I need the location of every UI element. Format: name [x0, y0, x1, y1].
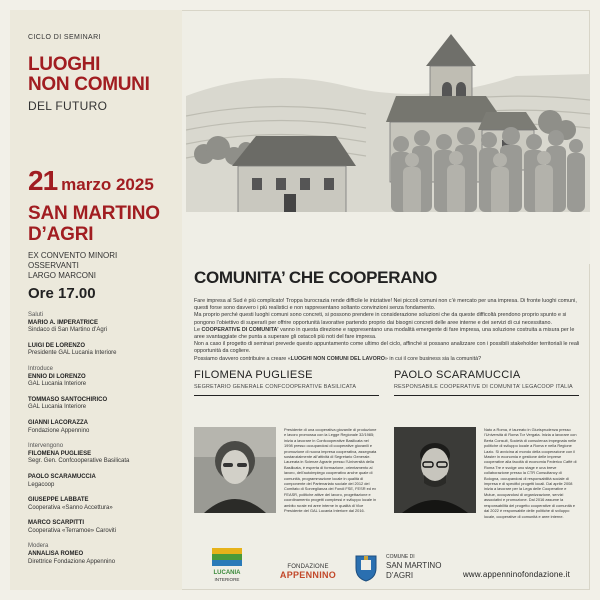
program-item	[28, 366, 168, 389]
comune-logo-line-2: SAN MARTINO	[386, 561, 442, 570]
program-role: Legacoop	[28, 481, 55, 488]
speaker-role: RESPONSABILE COOPERATIVE DI COMUNITA’ LEGACOOP ITALIA	[394, 384, 573, 390]
village-crowd-illustration	[186, 26, 590, 264]
speaker-name: FILOMENA PUGLIESE	[194, 369, 313, 381]
program-item	[28, 474, 168, 489]
speaker-card	[194, 369, 379, 514]
intro-paragraph-4: Non a caso il progetto di seminari prevede questo appuntamento come ultimo del ciclo, affinché si possano analizzare con i possibili stakeholder territoriali le reali opportunità da cogliere.	[194, 341, 580, 355]
intro-paragraph-2: Ma proprio perché questi luoghi comuni sono concreti, si possono prendere in considerazione soluzioni che da queste difficoltà prendono proprio spunto e si pongono l’obiettivo di superarli per offrire opportunità lavorative partendo proprio dai bisogni concreti delle aree interne e dei servizi di cui necessitano.	[194, 312, 567, 326]
divider	[394, 395, 579, 396]
intro-paragraph-5: Possiamo davvero contribuire a creare «LUOGHI NON COMUNI DEL LAVORO» in cui il core business sia la comunità?	[194, 355, 482, 362]
program-item	[28, 397, 168, 412]
title-line-2: NON COMUNI	[28, 74, 150, 95]
section-heading: COMUNITA’ CHE COOPERANO	[194, 268, 438, 287]
intro-text	[194, 298, 582, 363]
municipal-crest-icon	[352, 552, 380, 582]
program-role: GAL Lucania Interiore	[28, 404, 87, 411]
program-role: Cooperativa «Terramoe» Caroviti	[28, 527, 117, 534]
event-venue	[28, 251, 168, 281]
program-item	[28, 497, 168, 512]
place-line-2: D’AGRI	[28, 224, 94, 245]
event-day: 21	[28, 165, 58, 196]
program-section: Modera	[28, 543, 49, 550]
appennino-logo-line-2: APPENNINO	[279, 570, 337, 580]
program-item	[28, 343, 168, 358]
program-name: LUIGI DE LORENZO	[28, 342, 85, 349]
program-item	[28, 520, 168, 535]
svg-text:LUCANIA: LUCANIA	[213, 570, 241, 576]
speaker-bio: Nato a Roma, è laureato in Giurisprudenza presso l’Università di Roma Tor Vergata. Inizia a lavorare con Berta Consult, Società di consulenza impegnata nelle politiche di sviluppo locale a Roma e nella Regione Lazio. Si avvicina al mondo della cooperazione con il Master in economia e gestione delle imprese cooperative alla facoltà di economia Federico Caffè di Roma Tre e svolge uno stage e una breve collaborazione presso la CTR Consultancy di Bologna, occupandosi di responsabilità sociale di impresa e di specifici progetti locali. Dal aprile 2008 inizia a lavorare per la Lega delle Cooperative e Mutue, occupandosi di organizzazione, servizi associativi e promozione. Dal 2016 assume la responsabilità del progetto cooperative di comunità e dal 2022 è responsabile delle politiche di sviluppo locale, cooperative di comunità e aree interne.	[484, 427, 577, 519]
speaker-role: SEGRETARIO GENERALE CONFCOOPERATIVE BASILICATA	[194, 384, 357, 390]
program-name: GIUSEPPE LABBATE	[28, 497, 89, 504]
venue-line-2: LARGO MARCONI	[28, 271, 97, 280]
sidebar	[10, 10, 182, 590]
event-date	[28, 165, 168, 197]
comune-logo-line-3: D’AGRI	[386, 571, 414, 580]
footer	[186, 540, 590, 590]
event-month-year: marzo 2025	[61, 175, 154, 194]
place-line-1: SAN MARTINO	[28, 203, 160, 224]
program-name: ENNIO DI LORENZO	[28, 373, 86, 380]
program-name: ANNALISA ROMEO	[28, 551, 84, 558]
program-role: Cooperativa «Sanno Accettura»	[28, 504, 113, 511]
program-role: Presidente GAL Lucania Interiore	[28, 350, 117, 357]
speaker-name: PAOLO SCARAMUCCIA	[394, 369, 521, 381]
program-section: Intervengono	[28, 443, 64, 450]
program-name: PAOLO SCARAMUCCIA	[28, 473, 96, 480]
comune-logo-line-1: COMUNE DI	[386, 554, 415, 560]
program-name: MARIO A. IMPERATRICE	[28, 319, 98, 326]
hero-illustration	[186, 26, 590, 264]
program-name: TOMMASO SANTOCHIRICO	[28, 396, 108, 403]
program-role: GAL Lucania Interiore	[28, 381, 87, 388]
fondazione-appennino-logo	[268, 552, 348, 582]
speaker-photo	[194, 427, 276, 513]
speaker-card	[394, 369, 579, 519]
website-link[interactable]: www.appenninofondazione.it	[462, 570, 570, 579]
lucania-interiore-logo	[208, 548, 246, 584]
program-item	[28, 443, 168, 466]
title-line-3: DEL FUTURO	[28, 99, 108, 113]
intro-paragraph-3: Le COOPERATIVE DI COMUNITA’ vanno in questa direzione e rappresentano una modalità emergente di fare impresa, una soluzione costruita a misura per le aree svantaggiate che punta a superare gli ostacoli più noti del fare impresa.	[194, 326, 575, 341]
event-time: Ore 17.00	[28, 285, 96, 302]
appennino-logo-line-1: FONDAZIONE	[287, 564, 329, 570]
program-item	[28, 543, 168, 566]
divider	[194, 395, 379, 396]
event-place	[28, 203, 168, 245]
program-item	[28, 312, 168, 335]
program-role: Fondazione Appennino	[28, 427, 90, 434]
speakers-section	[194, 369, 582, 539]
program-role: Direttrice Fondazione Appennino	[28, 558, 116, 565]
series-label: CICLO DI SEMINARI	[28, 34, 101, 41]
speaker-bio: Presidente di una cooperativa giovanile di produzione e lavoro promossa con la Legge Regionale 32/1985; inizia a lavorare in Confcooperative Basilicata nel 1998 presso occupandosi di cooperative giovanili e promozione di nuova impresa cooperativa, assegnata sostanzialmente all’attività di Segretario Generale. Laureata in Scienze Agrarie presso l’Università della Basilicata, è esperta di formazione, orientamento al lavoro, dell’autoimpiego cooperativo anche quale di comunità, programmazione locale in qualità di componente del Partenariato sociale del 2012 del Comitato di Sorveglianza dei Fondi FSE, FESR ed ex FEASR, politiche attive del lavoro, progettazione e coordinamento progetti complessi e sviluppo locale in ambito rurale ed aree interne in qualità di Vice Presidente del GAL Lucania Interiore dal 2016.	[284, 427, 377, 514]
comune-san-martino-logo	[352, 552, 452, 586]
program-role: Sindaco di San Martino d’Agri	[28, 327, 108, 334]
main-content	[194, 268, 582, 363]
program-section: Introduce	[28, 365, 54, 372]
program-section: Saluti	[28, 312, 44, 318]
program-item	[28, 420, 168, 435]
program-role: Segr. Gen. Confcooperative Basilicata	[28, 458, 130, 465]
program-list	[28, 312, 168, 566]
title-line-1: LUOGHI	[28, 54, 101, 75]
program-name: MARCO SCARPITTI	[28, 520, 84, 527]
intro-paragraph-1: Fare impresa al Sud è più complicato! Troppa burocrazia rende difficile le iniziative! Nei piccoli comuni non c’è mercato per una impresa. Di fronte luoghi comuni, questi forse sono davvero i più realistici e non rappresentano soltanto convinzioni senza fondamento.	[194, 298, 577, 312]
venue-line-1: EX CONVENTO MINORI OSSERVANTI	[28, 251, 118, 270]
program-name: GIANNI LACORAZZA	[28, 419, 88, 426]
speaker-photo	[394, 427, 476, 513]
program-name: FILOMENA PUGLIESE	[28, 450, 92, 457]
svg-text:INTERIORE: INTERIORE	[214, 577, 240, 582]
